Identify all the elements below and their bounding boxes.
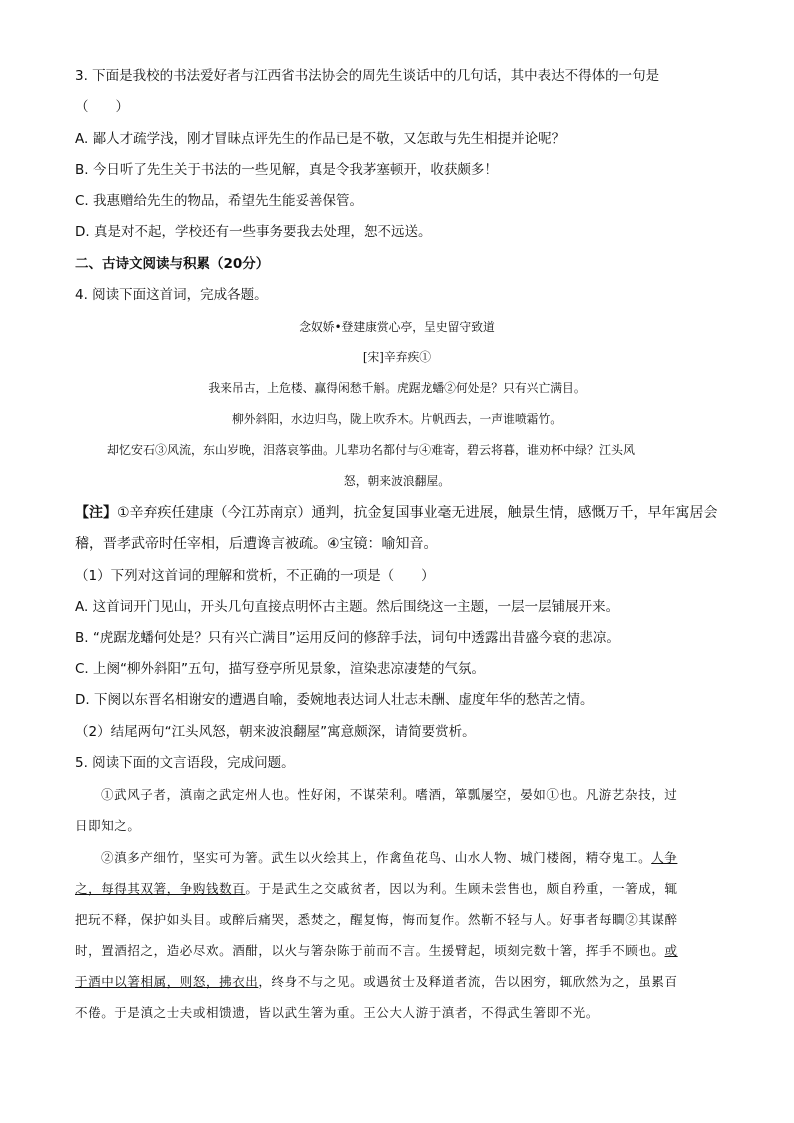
para-2-text: ，终身不与之见。或遇贫士及释道者流，告以困穷，辄欣然为之，虽累百 <box>258 974 678 989</box>
classical-para-2-line: 把玩不释，保护如头目。或醉后痛哭，悉焚之，醒复悔，悔而复作。然靳不轻与人。好事者每瞷②其谋醉 <box>75 912 678 927</box>
underlined-sentence: 或 <box>664 943 678 958</box>
q3-answer-blank: （ ） <box>75 99 129 115</box>
q4-sub1-stem: （1）下列对这首词的理解和赏析，不正确的一项是（ ） <box>75 568 435 584</box>
classical-para-1-cont: 日即知之。 <box>75 818 141 833</box>
para-2-text: 。于是武生之交戚贫者，因以为利。生顾未尝售也，颇自矜重，一箸成，辄 <box>245 881 678 896</box>
poem-line: 却忆安石③风流，东山岁晚，泪落哀筝曲。儿辈功名都付与④难寄，碧云将暮，谁劝杯中绿？江头风 <box>107 443 636 457</box>
poem-author: [宋]辛弃疾① <box>362 350 432 364</box>
note-text: ①辛弃疾任建康（今江苏南京）通判，抗金复国事业毫无进展，触景生情，感慨万千，早年寓居会 <box>117 505 718 521</box>
classical-para-2-line <box>75 942 678 960</box>
q3-option-c: C. 我惠赠给先生的物品，希望先生能妥善保管。 <box>75 193 364 209</box>
q3-option-b: B. 今日听了先生关于书法的一些见解，真是令我茅塞顿开，收获颇多！ <box>75 162 498 178</box>
poem-line: 我来吊古，上危楼、赢得闲愁千斛。虎踞龙蟠②何处是？只有兴亡满目。 <box>208 381 586 395</box>
q4-sub1-option-a: A. 这首词开门见山，开头几句直接点明怀古主题。然后围绕这一主题，一层一层铺展开来。 <box>75 599 620 615</box>
classical-para-2-line <box>75 973 678 991</box>
classical-para-2 <box>101 849 677 867</box>
section-heading: 二、古诗文阅读与积累（20分） <box>75 256 270 272</box>
classical-para-2-line: 不倦。于是滇之士夫或相馈遗，皆以武生箸为重。王公大人游于滇者，不得武生箸即不光。 <box>75 1005 600 1020</box>
q5-stem: 5. 阅读下面的文言语段，完成问题。 <box>75 755 295 771</box>
classical-para-2-line <box>75 880 678 898</box>
q3-option-a: A. 鄙人才疏学浅，刚才冒昧点评先生的作品已是不敬，又怎敢与先生相提并论呢？ <box>75 131 566 147</box>
poem-line: 柳外斜阳，水边归鸟，陇上吹乔木。片帆西去，一声谁喷霜竹。 <box>231 412 563 426</box>
q4-sub1-option-c: C. 上阕“柳外斜阳”五句，描写登亭所见景象，渲染悲凉凄楚的气氛。 <box>75 661 485 677</box>
underlined-sentence: 人争 <box>651 850 678 865</box>
note-label: 【注】 <box>75 505 117 521</box>
q3-option-d: D. 真是对不起，学校还有一些事务要我去处理，恕不远送。 <box>75 224 432 240</box>
q3-stem: 3. 下面是我校的书法爱好者与江西省书法协会的周先生谈话中的几句话，其中表达不得体的一句是 <box>75 68 660 84</box>
classical-para-1: ①武风子者，滇南之武定州人也。性好闲，不谋荣利。嗜酒，箪瓢屡空，晏如①也。凡游艺杂技，过 <box>101 787 678 802</box>
para-2-text: ②滇多产细竹，坚实可为箸。武生以火绘其上，作禽鱼花鸟、山水人物、城门楼阁，精夺鬼工。 <box>101 850 652 865</box>
underlined-sentence: 之，每得其双箸，争购钱数百 <box>75 881 246 896</box>
q4-stem: 4. 阅读下面这首词，完成各题。 <box>75 287 268 303</box>
underlined-sentence: 于酒中以箸相属，则怒，拂衣出 <box>75 974 259 989</box>
poem-note-cont: 稽，晋孝武帝时任宰相，后遭谗言被疏。④宝镜：喻知音。 <box>75 536 438 552</box>
q4-sub1-option-d: D. 下阕以东晋名相谢安的遭遇自喻，委婉地表达词人壮志未酬、虚度年华的愁苦之情。 <box>75 692 594 708</box>
poem-title: 念奴娇•登建康赏心亭，呈史留守致道 <box>299 320 495 334</box>
q4-sub2-stem: （2）结尾两句“江头风怒，朝来波浪翻屋”寓意颇深，请简要赏析。 <box>75 724 476 740</box>
poem-line: 怒，朝来波浪翻屋。 <box>343 474 451 488</box>
para-2-text: 时，置酒招之，造必尽欢。酒酣，以火与箸杂陈于前而不言。生援臂起，顷刻完数十箸，挥手不顾也。 <box>75 943 665 958</box>
q4-sub1-option-b: B. “虎踞龙蟠何处是？只有兴亡满目”运用反问的修辞手法，词句中透露出昔盛今衰的悲凉。 <box>75 630 620 646</box>
poem-note <box>75 504 718 522</box>
